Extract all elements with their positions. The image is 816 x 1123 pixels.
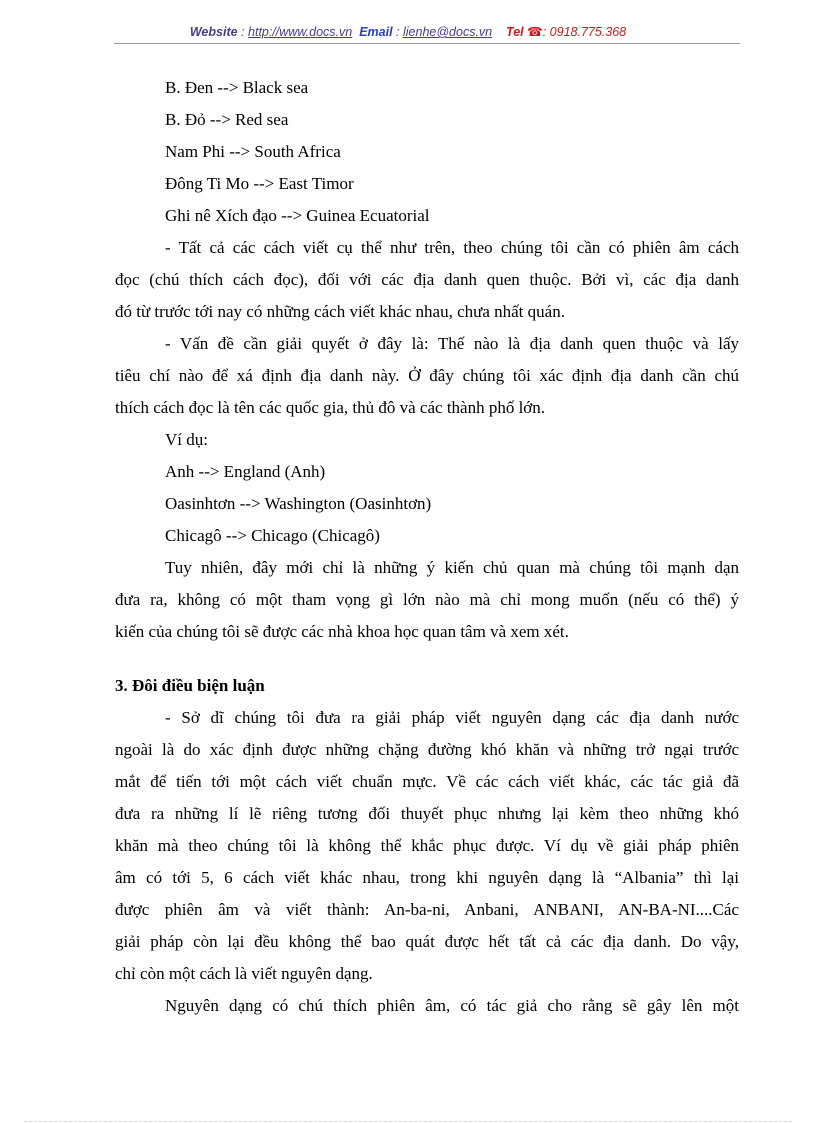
body-line: chỉ còn một cách là viết nguyên dạng. (115, 964, 373, 983)
body-line: Oasinhtơn --> Washington (Oasinhtơn) (165, 494, 432, 513)
document-body (115, 74, 739, 1024)
phone-icon: ☎ (527, 25, 543, 39)
body-line: đó từ trước tới nay có những cách viết khác nhau, chưa nhất quán. (115, 302, 565, 321)
body-line: đưa ra, không có một tham vọng gì lớn nào mà chỉ mong muốn (nếu có thể) ý (115, 590, 739, 609)
body-line: âm có tới 5, 6 cách viết khác nhau, trong khi nguyên dạng là “Albania” thì lại (115, 868, 739, 887)
body-line: giải pháp còn lại đều không thể bao quát được hết tất cả các địa danh. Do vậy, (115, 932, 739, 951)
header-divider (114, 43, 740, 44)
body-line: đọc (chú thích cách đọc), đối với các địa danh quen thuộc. Bởi vì, các địa danh (115, 270, 739, 289)
body-line: Tuy nhiên, đây mới chỉ là những ý kiến chủ quan mà chúng tôi mạnh dạn (165, 558, 739, 577)
website-link[interactable]: http://www.docs.vn (248, 25, 353, 39)
body-line: - Sở dĩ chúng tôi đưa ra giải pháp viết nguyên dạng các địa danh nước (165, 708, 739, 727)
page-header (0, 24, 816, 39)
body-line: Nguyên dạng có chú thích phiên âm, có tác giả cho rằng sẽ gây lên một (165, 996, 739, 1015)
body-line: B. Đỏ --> Red sea (165, 110, 289, 129)
section-heading: 3. Đôi điều biện luận (115, 676, 265, 695)
body-line: tiêu chí nào để xá định địa danh này. Ở đây chúng tôi xác định địa danh cần chú (115, 366, 739, 385)
tel-label: Tel (506, 25, 524, 39)
body-line: B. Đen --> Black sea (165, 78, 309, 97)
section-gap (115, 650, 739, 672)
body-line: Ghi nê Xích đạo --> Guinea Ecuatorial (165, 206, 430, 225)
body-line: Anh --> England (Anh) (165, 462, 326, 481)
body-line: thích cách đọc là tên các quốc gia, thủ đô và các thành phố lớn. (115, 398, 546, 417)
body-line: khăn mà theo chúng tôi là không thể khắc phục được. Ví dụ về giải pháp phiên (115, 836, 739, 855)
website-label: Website (189, 25, 238, 39)
body-line: được phiên âm và viết thành: An-ba-ni, Anbani, ANBANI, AN-BA-NI....Các (115, 900, 739, 919)
email-label: Email (359, 25, 393, 39)
email-colon: : (396, 25, 400, 39)
phone-number: : 0918.775.368 (542, 25, 627, 39)
body-line: mắt để tiến tới một cách viết chuẩn mực. Về các cách viết khác, các tác giả đã (115, 772, 739, 791)
body-line: Chicagô --> Chicago (Chicagô) (165, 526, 380, 545)
body-line: Đông Ti Mo --> East Timor (165, 174, 354, 193)
body-line: - Tất cả các cách viết cụ thể như trên, theo chúng tôi cần có phiên âm cách (165, 238, 739, 257)
email-link[interactable]: lienhe@docs.vn (403, 25, 493, 39)
body-line: đưa ra những lí lẽ riêng tương đối thuyết phục nhưng lại kèm theo những khó (115, 804, 739, 823)
body-line: ngoài là do xác định được những chặng đường khó khăn và những trở ngại trước (115, 740, 739, 759)
page-bottom-border (24, 1121, 792, 1122)
body-line: kiến của chúng tôi sẽ được các nhà khoa học quan tâm và xem xét. (115, 622, 569, 641)
body-line: Ví dụ: (165, 430, 208, 449)
website-colon: : (241, 25, 245, 39)
body-line: - Vấn đề cần giải quyết ở đây là: Thế nào là địa danh quen thuộc và lấy (165, 334, 739, 353)
body-line: Nam Phi --> South Africa (165, 142, 341, 161)
